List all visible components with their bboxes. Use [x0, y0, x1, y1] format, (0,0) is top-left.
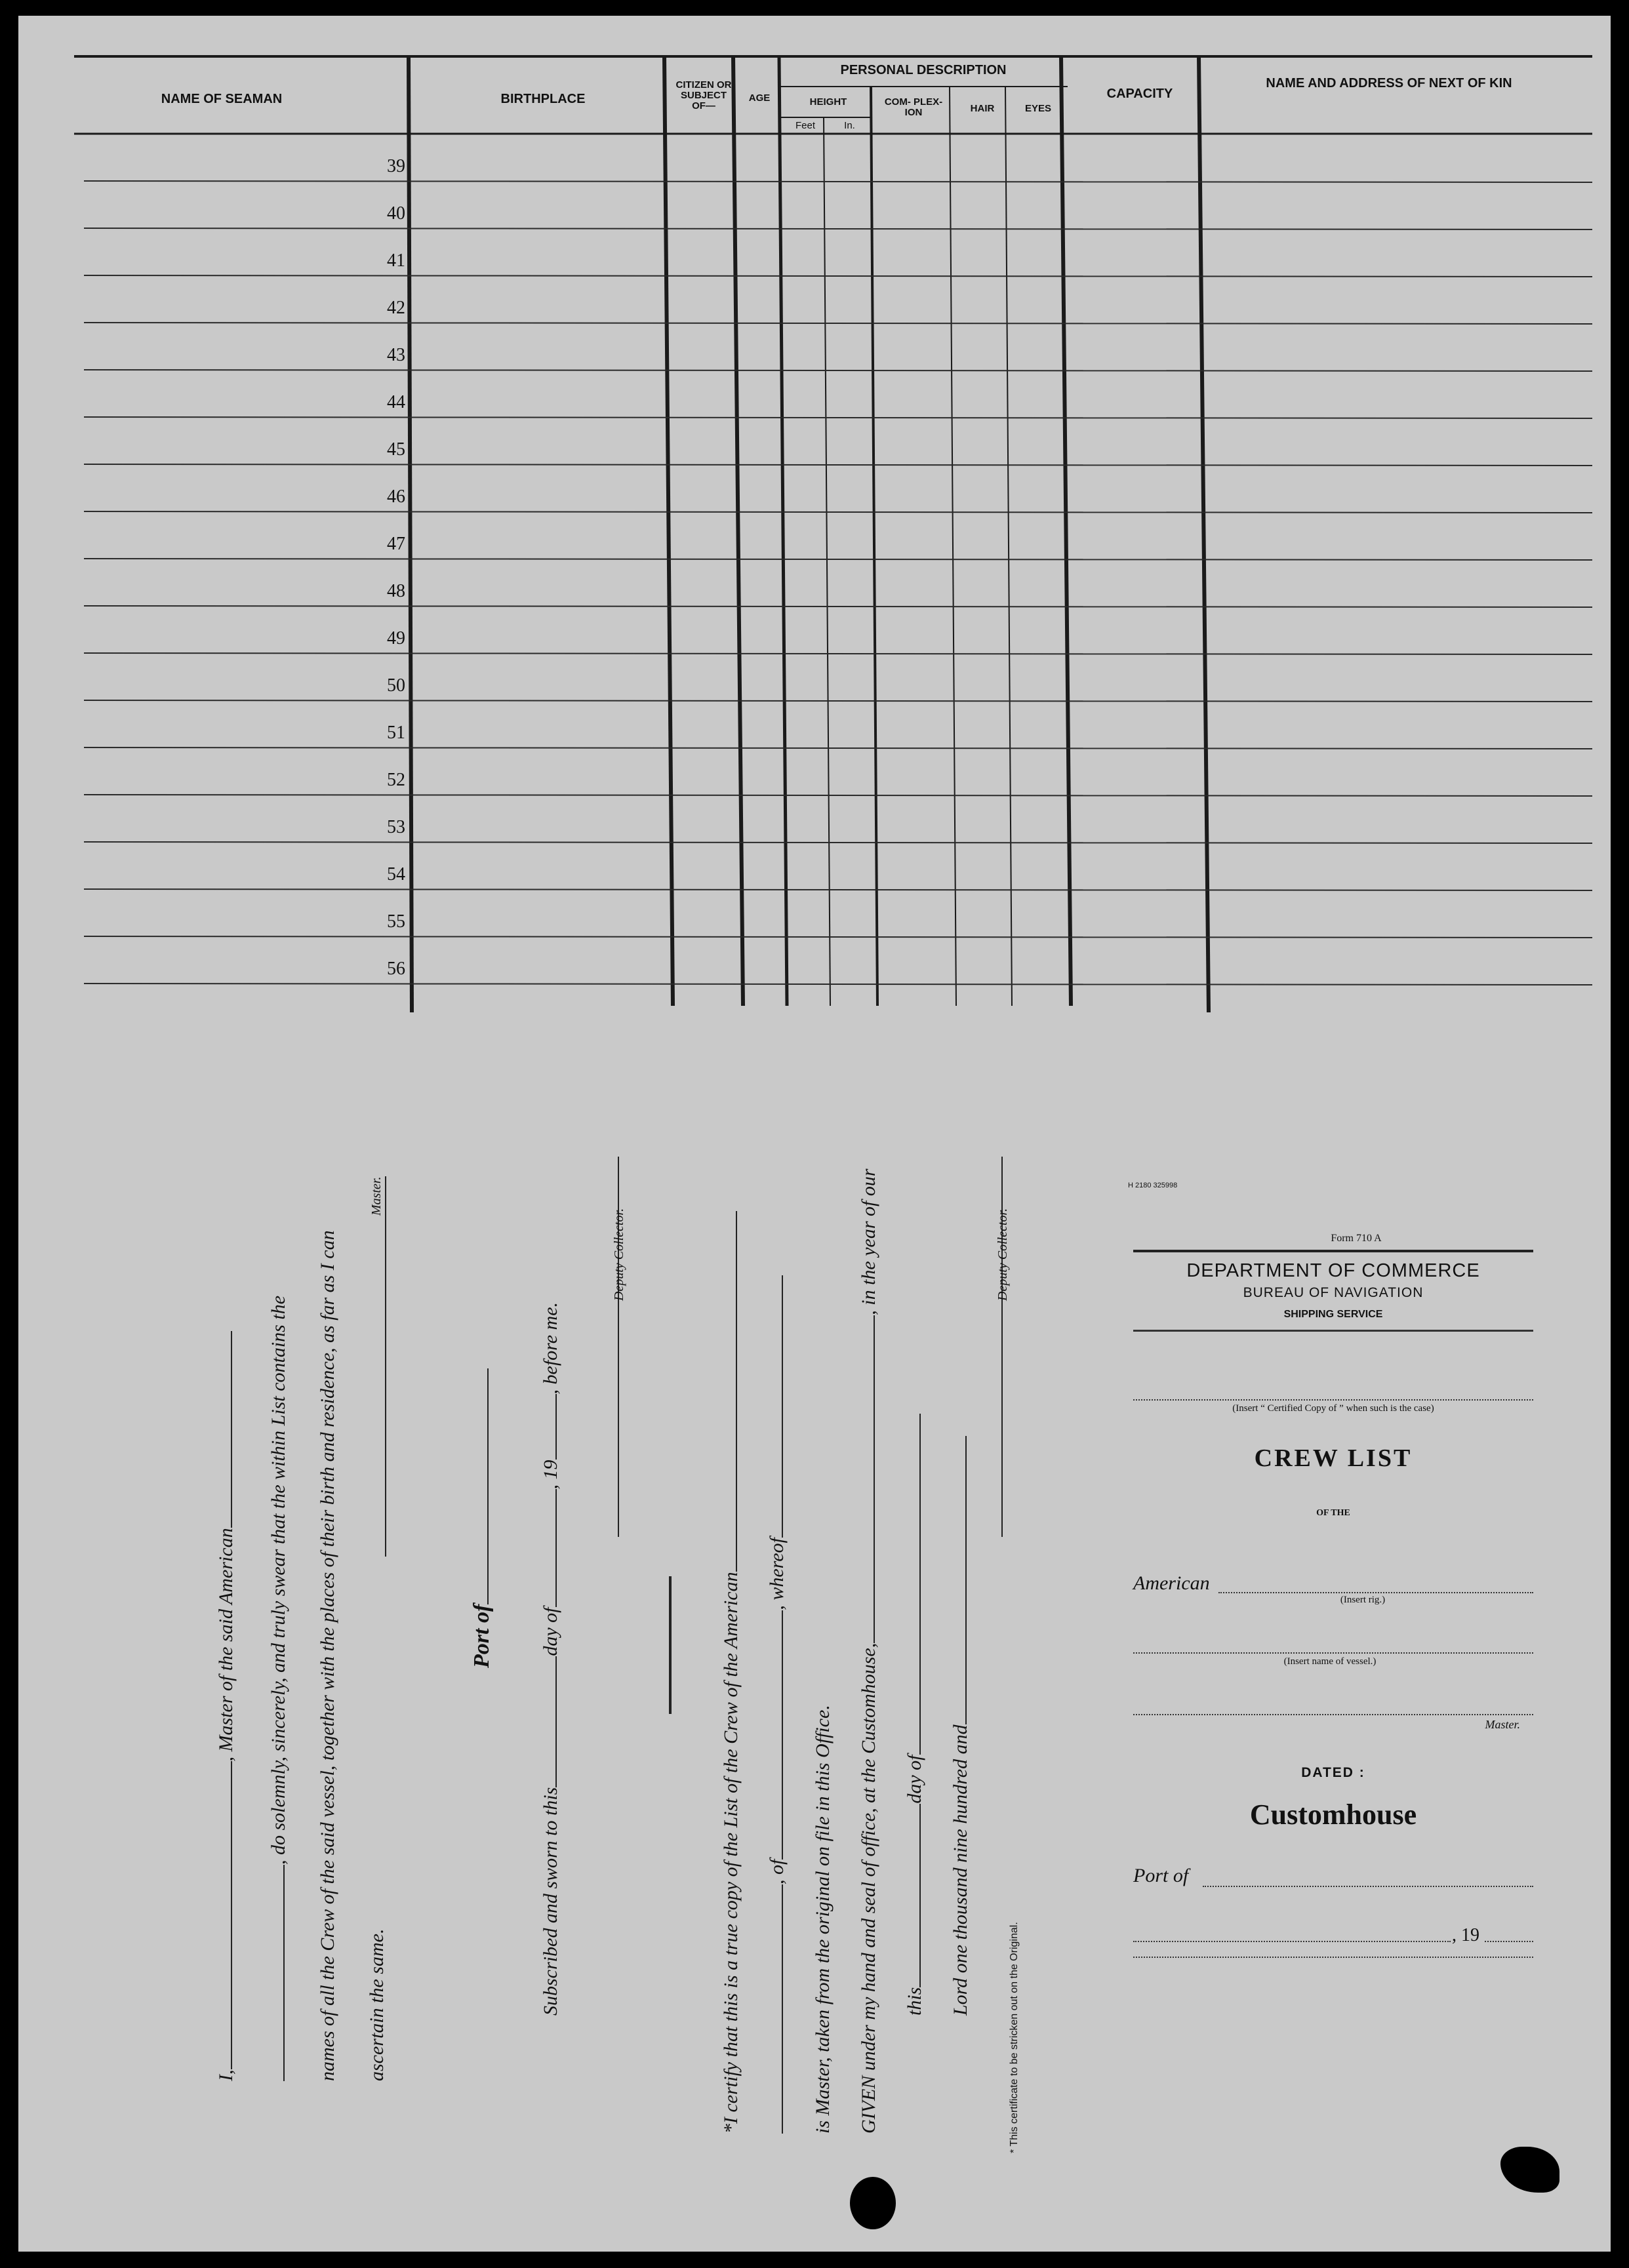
dated-label: DATED : — [1301, 1765, 1365, 1780]
oath-line1: I,, Master of the said American — [215, 1331, 237, 2081]
oath-line3: names of all the Crew of the said vessel, together with the places of their birth and residence, as far as I can — [317, 1230, 338, 2081]
certificate-line3: is Master, taken from the original on file in this Office. — [812, 1705, 834, 2134]
header-complexion: COM- PLEX- ION — [884, 96, 943, 118]
port-line — [1203, 1886, 1533, 1887]
form-number: Form 710 A — [1331, 1233, 1382, 1244]
table-row-line — [84, 228, 1592, 229]
table-row-line — [84, 370, 1592, 371]
cover-rule-2 — [1133, 1330, 1533, 1332]
cover-top-rule — [1133, 1250, 1533, 1252]
deputy-collector-label-2: Deputy Collector. — [996, 1208, 1010, 1301]
table-row-line — [84, 511, 1592, 513]
rig-line — [1218, 1592, 1533, 1593]
table-grid — [18, 16, 1611, 1039]
row-number: 41 — [387, 250, 405, 271]
header-capacity: CAPACITY — [1106, 87, 1173, 101]
header-feet: Feet — [795, 120, 815, 131]
header-next-of-kin: NAME AND ADDRESS OF NEXT OF KIN — [1266, 76, 1512, 90]
table-row-line — [84, 936, 1592, 938]
paper-hole-mark — [850, 2177, 896, 2229]
insert-rig-note: (Insert rig.) — [1340, 1595, 1386, 1605]
header-birthplace: BIRTHPLACE — [500, 92, 586, 106]
header-hair: HAIR — [970, 103, 995, 114]
row-number: 55 — [387, 911, 405, 932]
date-year-label: , 19 — [1452, 1925, 1479, 1945]
header-citizen: CITIZEN OR SUBJECT OF— — [675, 79, 732, 111]
row-number: 44 — [387, 392, 405, 412]
row-number: 49 — [387, 628, 405, 648]
table-row-line — [84, 275, 1592, 277]
oath-line4: ascertain the same. — [366, 1928, 388, 2081]
table-row-line — [84, 889, 1592, 890]
american-label: American — [1133, 1572, 1210, 1594]
table-row-line — [84, 653, 1592, 654]
row-number: 50 — [387, 675, 405, 696]
separator-rule — [669, 1576, 672, 1714]
row-number: 43 — [387, 345, 405, 365]
date-line — [1133, 1941, 1451, 1942]
deputy-collector-label-1: Deputy Collector. — [612, 1208, 626, 1301]
cover-bottom-rule — [1133, 1957, 1533, 1958]
row-number: 56 — [387, 959, 405, 979]
crew-list-title: CREW LIST — [1254, 1444, 1413, 1472]
paper-tear-mark — [1500, 2147, 1559, 2193]
certificate-line2: , of, whereof — [766, 1275, 788, 2134]
master-line — [1133, 1714, 1533, 1715]
row-number: 39 — [387, 156, 405, 176]
bureau-title: BUREAU OF NAVIGATION — [1243, 1285, 1424, 1300]
insert-vessel-note: (Insert name of vessel.) — [1283, 1656, 1377, 1667]
row-number: 52 — [387, 770, 405, 790]
header-name-of-seaman: NAME OF SEAMAN — [161, 92, 283, 106]
table-row-line — [84, 606, 1592, 607]
table-row-line — [84, 747, 1592, 749]
master-signature-line — [369, 1176, 392, 1557]
department-title: DEPARTMENT OF COMMERCE — [1186, 1260, 1480, 1281]
service-title: SHIPPING SERVICE — [1283, 1309, 1383, 1320]
subscribed-line: Subscribed and sworn to thisday of, 19, before me. — [540, 1302, 561, 2016]
insert-certified-note: (Insert “ Certified Copy of ” when such is the case) — [1232, 1403, 1434, 1414]
certificate-line6: Lord one thousand nine hundred and — [950, 1436, 972, 2016]
port-of-label: Port of — [470, 1368, 494, 1668]
row-number: 42 — [387, 298, 405, 318]
certificate-line1: *I certify that this is a true copy of the List of the Crew of the American — [720, 1211, 742, 2134]
vessel-line — [1133, 1652, 1533, 1654]
master-cover-label: Master. — [1485, 1718, 1520, 1731]
row-number: 47 — [387, 534, 405, 554]
row-number: 46 — [387, 487, 405, 507]
crew-list-page — [18, 16, 1611, 2252]
port-of-cover-label: Port of — [1133, 1865, 1189, 1886]
customhouse-title: Customhouse — [1249, 1799, 1417, 1831]
header-personal-description: PERSONAL DESCRIPTION — [840, 63, 1007, 77]
certificate-line4: GIVEN under my hand and seal of office, at the Customhouse,, in the year of our — [858, 1168, 879, 2134]
header-eyes: EYES — [1024, 103, 1052, 114]
table-row-line — [84, 181, 1592, 182]
header-age: AGE — [748, 92, 771, 104]
oath-line2: , do solemnly, sincerely, and truly swear that the within List contains the — [268, 1296, 290, 2081]
header-height: HEIGHT — [809, 96, 847, 108]
table-row-line — [84, 323, 1592, 324]
row-number: 54 — [387, 864, 405, 885]
row-number: 40 — [387, 203, 405, 224]
row-number: 45 — [387, 439, 405, 460]
header-inches: In. — [844, 120, 855, 131]
table-row-line — [84, 984, 1592, 985]
table-row-line — [84, 700, 1592, 702]
row-number: 51 — [387, 723, 405, 743]
of-the-label: OF THE — [1316, 1508, 1350, 1518]
certificate-footnote: * This certificate to be stricken out on the Original. — [1009, 1922, 1020, 2153]
row-number: 48 — [387, 581, 405, 601]
table-row-line — [84, 795, 1592, 796]
row-number: 53 — [387, 817, 405, 837]
certified-copy-line — [1133, 1399, 1533, 1401]
certificate-line5: thisday of — [904, 1414, 926, 2016]
table-row-line — [84, 464, 1592, 466]
table-row-line — [84, 559, 1592, 560]
print-code: H 2180 325998 — [1128, 1182, 1178, 1189]
table-row-line — [84, 842, 1592, 843]
table-row-line — [84, 417, 1592, 418]
master-label: Master. — [369, 1176, 384, 1216]
date-year-line — [1485, 1941, 1533, 1942]
